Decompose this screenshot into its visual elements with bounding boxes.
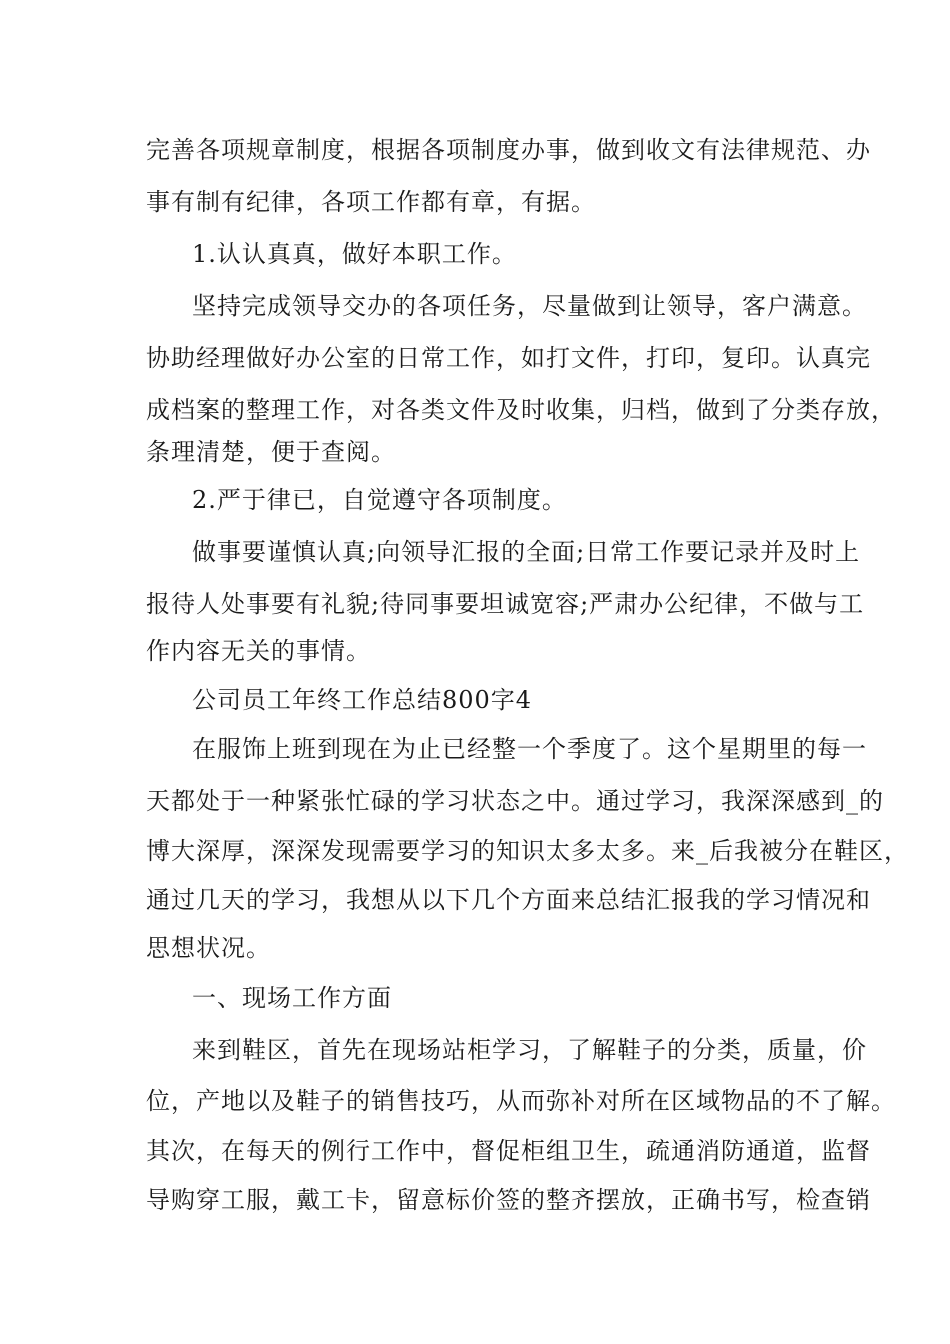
text-line: 报待人处事要有礼貌;待同事要坦诚宽容;严肃办公纪律，不做与工	[146, 590, 865, 618]
text-line: 协助经理做好办公室的日常工作，如打文件，打印，复印。认真完	[146, 344, 871, 372]
text-line: 在服饰上班到现在为止已经整一个季度了。这个星期里的每一	[192, 735, 867, 763]
text-line: 完善各项规章制度，根据各项制度办事，做到收文有法律规范、办	[146, 136, 871, 164]
text-line: 做事要谨慎认真;向领导汇报的全面;日常工作要记录并及时上	[192, 538, 861, 566]
text-line: 博大深厚，深深发现需要学习的知识太多太多。来_后我被分在鞋区，	[146, 837, 909, 865]
section-title: 公司员工年终工作总结800字4	[192, 686, 533, 714]
text-line: 位，产地以及鞋子的销售技巧，从而弥补对所在区域物品的不了解。	[146, 1087, 896, 1115]
text-line: 通过几天的学习，我想从以下几个方面来总结汇报我的学习情况和	[146, 886, 871, 914]
text-line: 天都处于一种紧张忙碌的学习状态之中。通过学习，我深深感到_的	[146, 787, 884, 815]
text-line: 导购穿工服，戴工卡，留意标价签的整齐摆放，正确书写，检查销	[146, 1186, 871, 1214]
text-line: 其次，在每天的例行工作中，督促柜组卫生，疏通消防通道，监督	[146, 1137, 871, 1165]
section-heading: 一、现场工作方面	[192, 984, 392, 1012]
text-line: 坚持完成领导交办的各项任务，尽量做到让领导，客户满意。	[192, 292, 867, 320]
text-line: 作内容无关的事情。	[146, 637, 371, 665]
text-line: 来到鞋区，首先在现场站柜学习，了解鞋子的分类，质量，价	[192, 1036, 867, 1064]
text-line: 成档案的整理工作，对各类文件及时收集，归档，做到了分类存放，	[146, 396, 896, 424]
list-item-heading: 1.认认真真，做好本职工作。	[192, 240, 517, 268]
list-item-heading: 2.严于律已，自觉遵守各项制度。	[192, 486, 567, 514]
text-line: 事有制有纪律，各项工作都有章，有据。	[146, 188, 596, 216]
text-line: 思想状况。	[146, 934, 271, 962]
text-line: 条理清楚，便于查阅。	[146, 438, 396, 466]
